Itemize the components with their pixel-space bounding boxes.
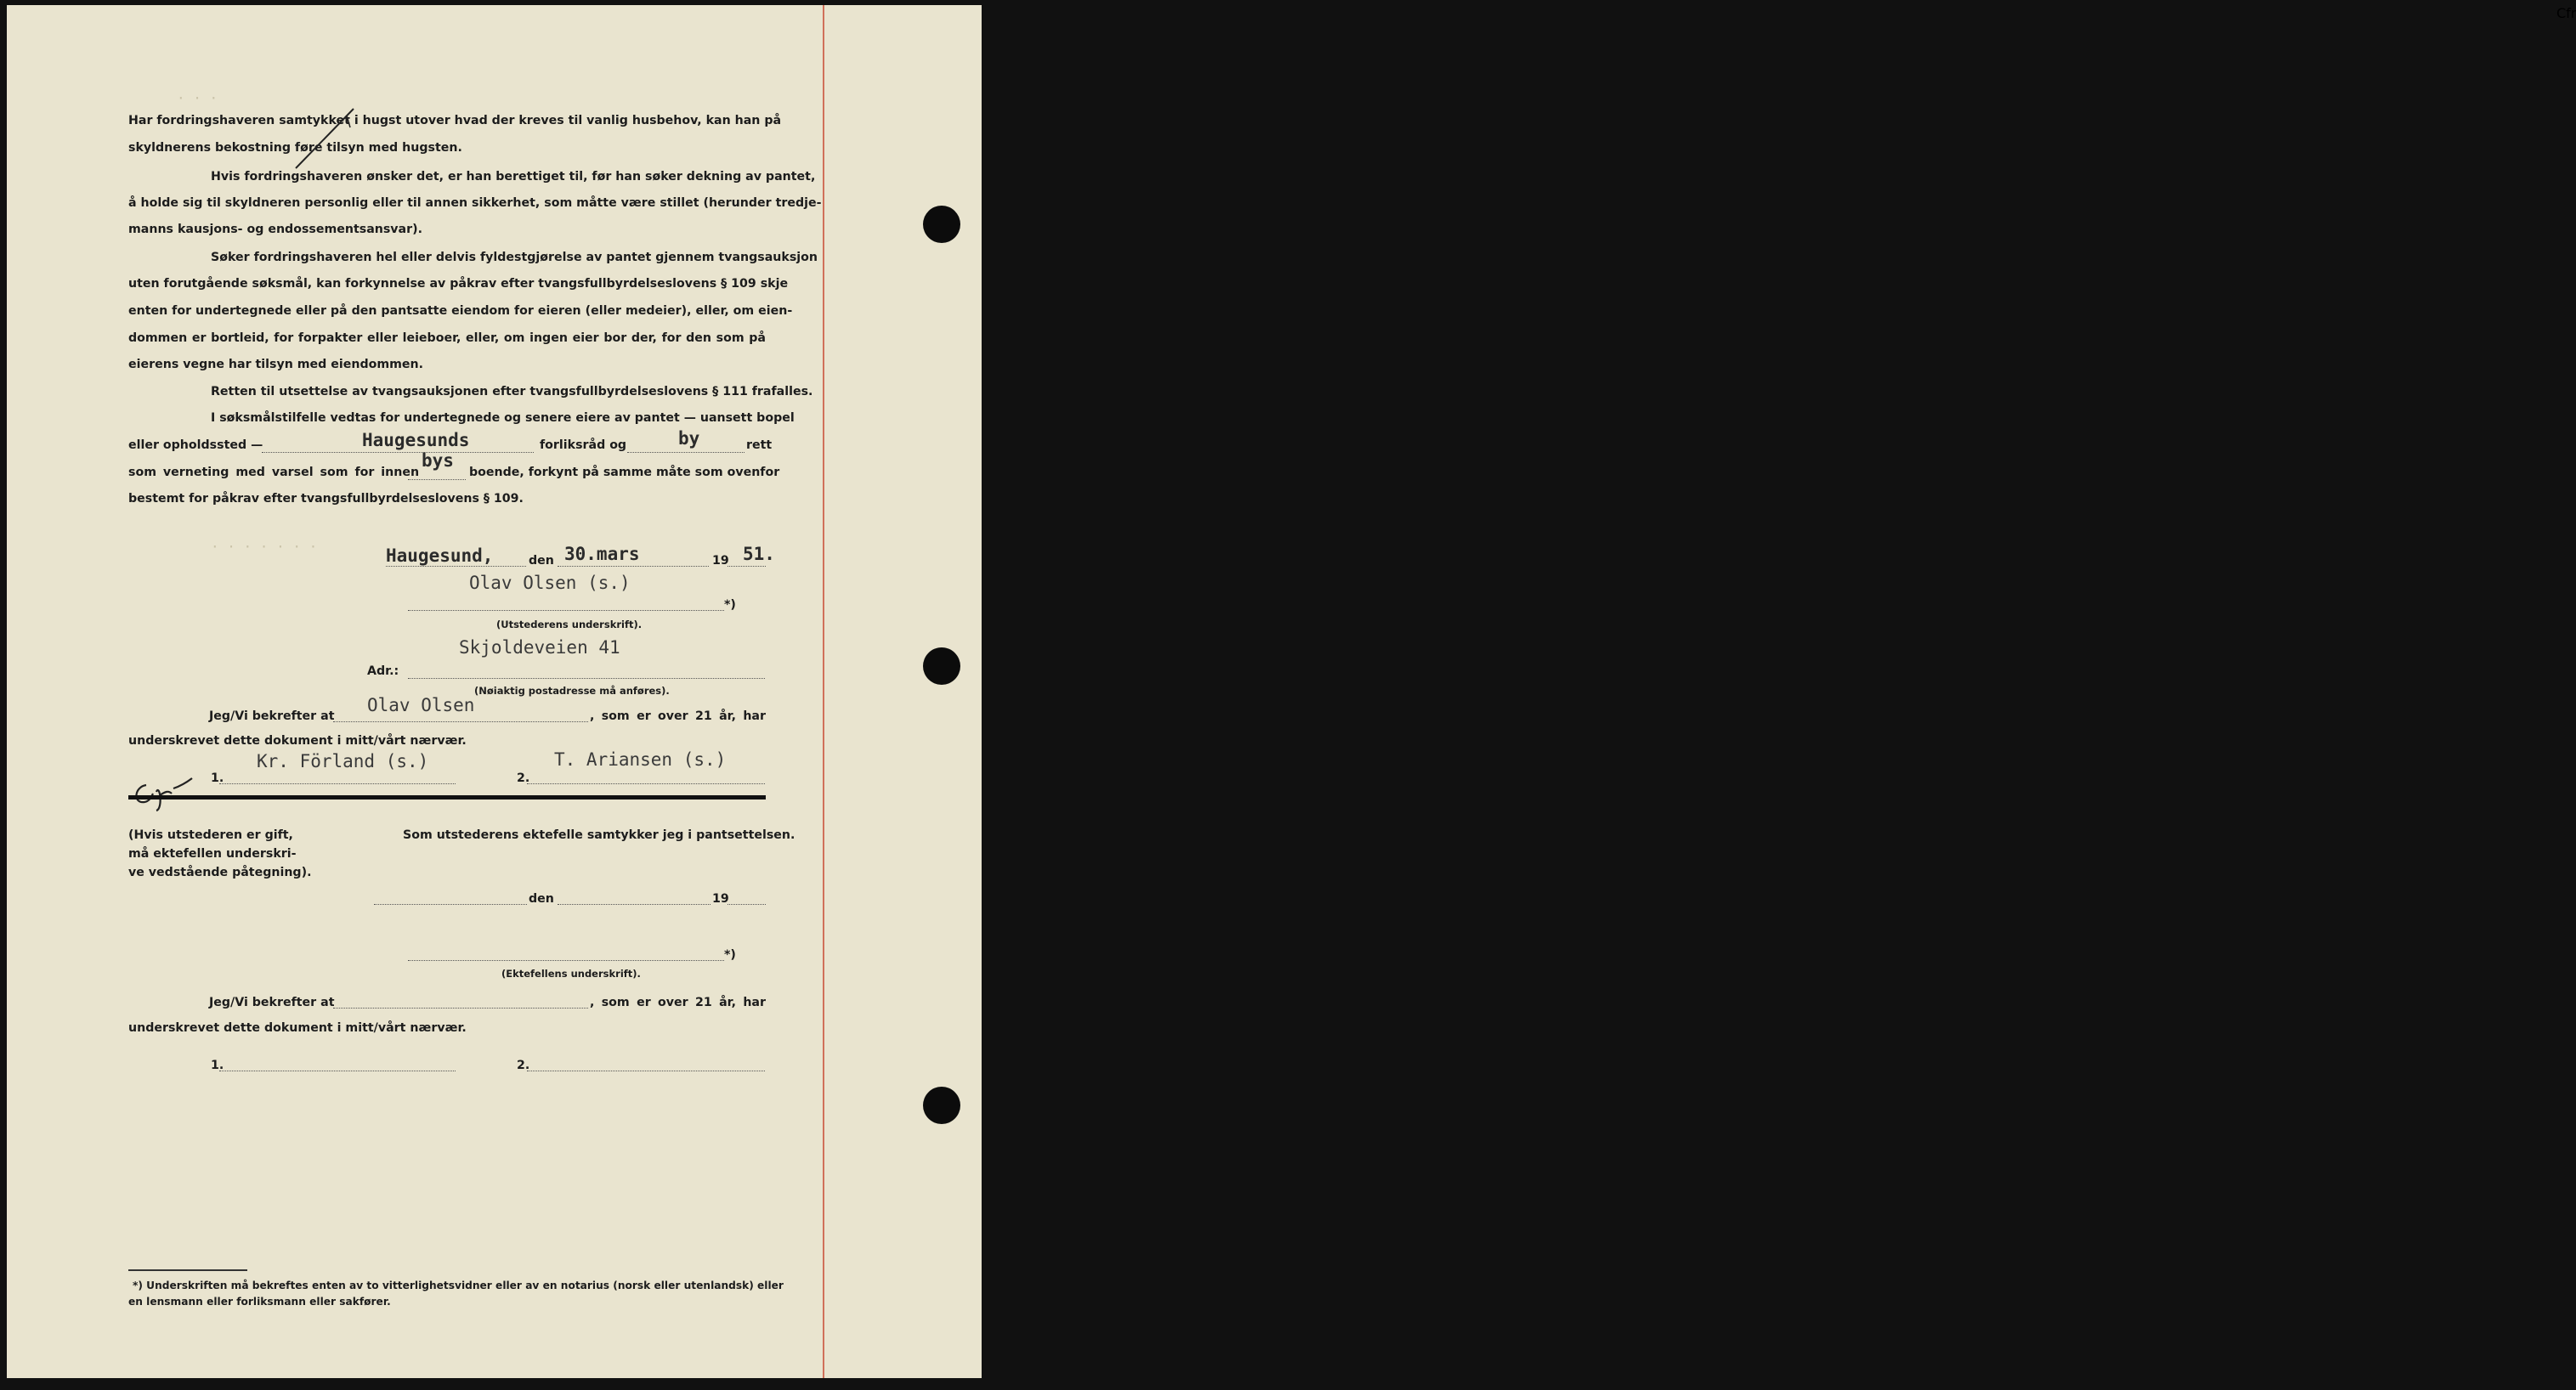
typed-signature: Olav Olsen (s.) — [469, 573, 631, 593]
paragraph-line: I søksmålstilfelle vedtas for undertegnede og senere eiere av pantet — uansett bopel — [211, 411, 795, 425]
spouse-den-label: den — [529, 892, 554, 906]
signature-line — [408, 610, 724, 611]
fill-in-line — [627, 452, 744, 453]
witness-signature-line — [219, 783, 456, 784]
typed-year: 51. — [743, 544, 775, 564]
paragraph-line: å holde sig til skyldneren personlig eller til annen sikkerhet, som måtte være stillet (herunder tredje- — [128, 196, 822, 210]
fill-in-line — [558, 566, 709, 567]
bleed-through-mark: · · · · · · · — [211, 539, 318, 555]
typed-witness-1: Kr. Förland (s.) — [257, 751, 429, 771]
section-divider — [128, 795, 766, 800]
paragraph-line: eller opholdssted — — [128, 438, 263, 452]
footnote-mark: *) — [724, 948, 736, 962]
typed-witnessed-name: Olav Olsen — [367, 695, 475, 715]
typed-place: Haugesund, — [386, 545, 494, 566]
fill-in-line — [386, 566, 526, 567]
footnote-text: *) Underskriften må bekreftes enten av to vitterlighetsvidner eller av en notarius (norsk eller utenlandsk) eller — [133, 1280, 784, 1291]
fill-in-line — [333, 721, 588, 722]
typed-witness-2: T. Ariansen (s.) — [554, 749, 727, 770]
document-page — [7, 5, 2576, 1378]
date-den-label: den — [529, 554, 554, 568]
witness-text: underskrevet dette dokument i mitt/vårt nærvær. — [128, 734, 467, 748]
spouse-note: må ektefellen underskri- — [128, 847, 297, 861]
spouse-signature-caption: (Ektefellens underskrift). — [501, 968, 641, 980]
signature-caption: (Utstederens underskrift). — [496, 619, 643, 630]
fill-in-line — [408, 479, 466, 480]
witness-signature-line — [527, 783, 765, 784]
year-prefix: 19 — [712, 554, 729, 568]
witness-intro: Jeg/Vi bekrefter at — [209, 996, 335, 1009]
spouse-consent: Som utstederens ektefelle samtykker jeg i pantsettelsen. — [403, 828, 795, 842]
paragraph-line: enten for undertegnede eller på den pantsatte eiendom for eieren (eller medeier), eller, om eien- — [128, 304, 793, 318]
handwritten-initials-text: Cfr — [2556, 5, 2576, 21]
paragraph-line: dommen er bortleid, for forpakter eller leieboer, eller, om ingen eier bor der, for den som på — [128, 331, 766, 345]
red-margin-line — [823, 5, 824, 1378]
paragraph-line: eierens vegne har tilsyn med eiendommen. — [128, 358, 424, 371]
witness-number: 1. — [211, 1059, 224, 1072]
paragraph-line: forliksråd og — [540, 438, 627, 452]
address-label: Adr.: — [367, 664, 399, 678]
witness-intro: Jeg/Vi bekrefter at — [209, 709, 335, 723]
paragraph-line: manns kausjons- og endossementsansvar). — [128, 223, 423, 236]
paragraph-line: boende, forkynt på samme måte som ovenfor — [469, 466, 780, 479]
address-caption: (Nøiaktig postadresse må anføres). — [474, 685, 670, 697]
typed-date: 30.mars — [564, 544, 640, 564]
fill-in-line — [333, 1008, 588, 1009]
footnote-text: en lensmann eller forliksmann eller sakfører. — [128, 1296, 391, 1308]
spouse-note: ve vedstående påtegning). — [128, 866, 312, 879]
paragraph-line: Hvis fordringshaveren ønsker det, er han berettiget til, før han søker dekning av pantet, — [211, 170, 816, 184]
paragraph-line: som verneting med varsel som for innen — [128, 466, 420, 479]
punch-hole-top — [923, 206, 960, 243]
witness-text: , som er over 21 år, har — [590, 996, 766, 1009]
typed-forliksraad: Haugesunds — [362, 430, 470, 450]
witness-number: 2. — [517, 1059, 530, 1072]
handwritten-initials — [126, 775, 202, 812]
year-prefix: 19 — [712, 892, 729, 906]
witness-text: , som er over 21 år, har — [590, 709, 766, 723]
footnote-mark: *) — [724, 598, 736, 612]
handwritten-strike-mark — [287, 105, 364, 173]
paragraph-line: skyldnerens bekostning føre tilsyn med hugsten. — [128, 141, 462, 155]
typed-rett: by — [678, 428, 700, 449]
address-line — [408, 678, 765, 679]
punch-hole-bottom — [923, 1087, 960, 1124]
bleed-through-mark: · · · — [177, 90, 218, 106]
witness-text: underskrevet dette dokument i mitt/vårt nærvær. — [128, 1021, 467, 1035]
paragraph-line: Har fordringshaveren samtykket i hugst utover hvad der kreves til vanlig husbehov, kan han på — [128, 114, 782, 127]
paragraph-line: rett — [746, 438, 773, 452]
paragraph-line: bestemt for påkrav efter tvangsfullbyrdelseslovens § 109. — [128, 492, 524, 506]
fill-in-line — [728, 566, 766, 567]
typed-innen: bys — [422, 450, 454, 471]
fill-in-line — [374, 904, 527, 905]
fill-in-line — [558, 904, 711, 905]
fill-in-line — [262, 452, 534, 453]
footnote-rule — [128, 1269, 247, 1271]
fill-in-line — [728, 904, 766, 905]
punch-hole-middle — [923, 647, 960, 685]
signature-line — [408, 960, 724, 961]
paragraph-line: uten forutgående søksmål, kan forkynnelse av påkrav efter tvangsfullbyrdelseslovens § 109 skje — [128, 277, 789, 291]
witness-number: 2. — [517, 771, 530, 785]
paragraph-line: Søker fordringshaveren hel eller delvis fyldestgjørelse av pantet gjennem tvangsauksjon — [211, 251, 818, 264]
paragraph-line: Retten til utsettelse av tvangsauksjonen efter tvangsfullbyrdelseslovens § 111 frafalles. — [211, 385, 813, 398]
witness-number: 1. — [211, 771, 224, 785]
typed-address: Skjoldeveien 41 — [459, 637, 620, 658]
spouse-note: (Hvis utstederen er gift, — [128, 828, 293, 842]
